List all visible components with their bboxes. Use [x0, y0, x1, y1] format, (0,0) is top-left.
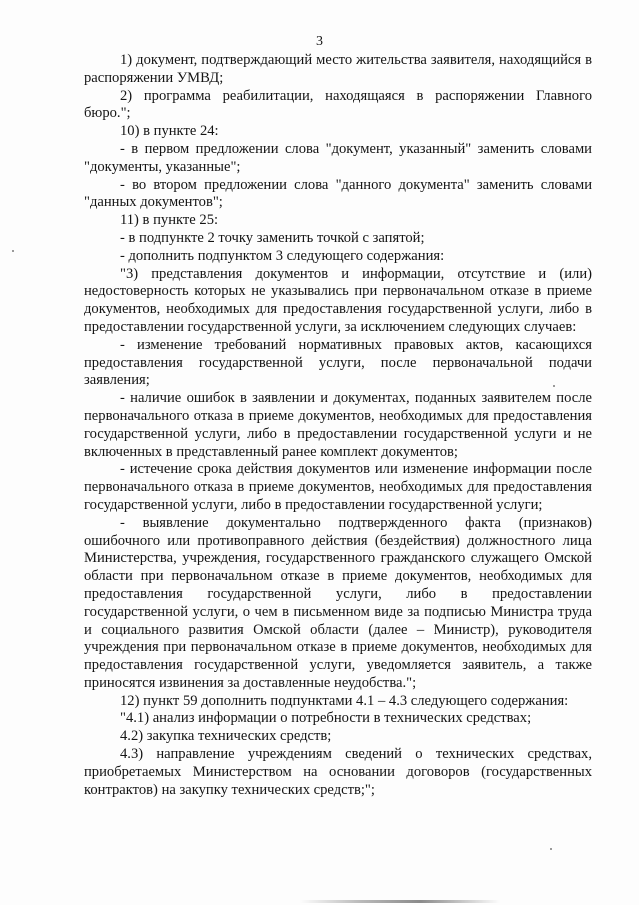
paragraph: - во втором предложении слова "данного документа" заменить словами "данных документов"; [84, 176, 592, 211]
paragraph: - наличие ошибок в заявлении и документах, поданных заявителем после первоначального отказа в приеме документов, необходимых для предоставления государственной услуги, либо в предоставлении государственной услуги и не включенных в представленный ранее комплект документов; [84, 390, 592, 460]
paragraph: 4.3) направление учреждениям сведений о технических средствах, приобретаемых Министерством на основании договоров (государственных контрактов) на закупку технических средств;"; [84, 746, 592, 798]
page-number: 3 [316, 34, 323, 49]
paragraph: 4.2) закупка технических средств; [120, 728, 332, 745]
paragraph: 2) программа реабилитации, находящаяся в распоряжении Главного бюро."; [84, 87, 592, 122]
paragraph: - изменение требований нормативных правовых актов, касающихся предоставления государственной услуги, после первоначальной подачи заявления; [84, 336, 592, 389]
paragraph: 12) пункт 59 дополнить подпунктами 4.1 – 4.3 следующего содержания: [120, 692, 569, 709]
paragraph: 1) документ, подтверждающий место жительства заявителя, находящийся в распоряжении УМВД; [84, 52, 592, 86]
paragraph: - в первом предложении слова "документ, указанный" заменить словами "документы, указанные"; [84, 140, 592, 175]
paragraph: - в подпункте 2 точку заменить точкой с запятой; [120, 229, 425, 246]
scan-dot [12, 250, 14, 252]
paragraph: 10) в пункте 24: [120, 123, 219, 140]
paragraph: "3) представления документов и информации, отсутствие и (или) недостоверность которых не указывались при первоначальном отказе в приеме документов, необходимых для предоставления государственной услуги, либо в предоставлении государственной услуги, за исключением следующих случаев: [84, 265, 592, 335]
scan-dot [550, 848, 552, 850]
paragraph: "4.1) анализ информации о потребности в технических средствах; [120, 710, 532, 727]
paragraph: - дополнить подпунктом 3 следующего содержания: [120, 247, 445, 264]
paragraph: - выявление документально подтвержденного факта (признаков) ошибочного или противоправного действия (бездействия) должностного лица Министерства, учреждения, государственного гражданского служащего Омской области при первоначальном отказе в приеме документов, необходимых для предоставления государственной услуги, либо в предоставлении государственной услуги, о чем в письменном виде за подписью Министра труда и социального развития Омской области (далее – Министр), руководителя учреждения при первоначальном отказе в приеме документов, необходимых для предоставления государственной услуги, уведомляется заявитель, а также приносятся извинения за доставленные неудобства."; [84, 514, 592, 691]
paragraph: - истечение срока действия документов или изменение информации после первоначального отказа в приеме документов, необходимых для предоставления государственной услуги, либо в предоставлении государственной услуги; [84, 461, 592, 513]
scan-dot [553, 385, 555, 387]
paragraph: 11) в пункте 25: [120, 212, 219, 229]
document-body [84, 52, 592, 799]
scan-edge-smudge [300, 900, 500, 903]
